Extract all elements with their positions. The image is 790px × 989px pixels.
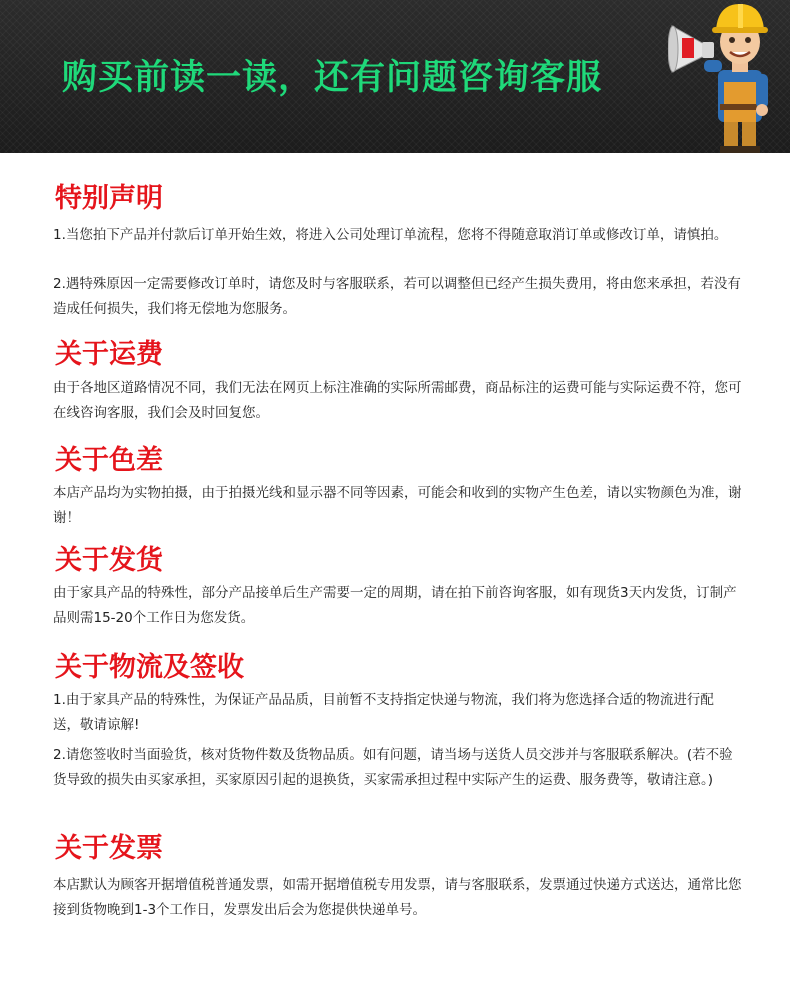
banner-title: 购买前读一读，还有问题咨询客服 <box>62 58 603 98</box>
section-paragraph: 由于家具产品的特殊性，部分产品接单后生产需要一定的周期，请在拍下前咨询客服，如有现货3天内发货，订制产品则需15-20个工作日为您发货。 <box>53 585 737 626</box>
section-paragraph: 2.请您签收时当面验货，核对货物件数及货物品质。如有问题，请当场与送货人员交涉并与客服联系解决。(若不验货导致的损失由买家承担，买家原因引起的退换货，买家需承担过程中实际产生的运费、服务费等，敬请注意。) <box>53 747 733 788</box>
section-paragraph: 本店默认为顾客开据增值税普通发票，如需开据增值税专用发票，请与客服联系，发票通过快递方式送达，通常比您接到货物晚到1-3个工作日，发票发出后会为您提供快递单号。 <box>53 877 742 918</box>
section-paragraph: 1.当您拍下产品并付款后订单开始生效，将进入公司处理订单流程，您将不得随意取消订单或修改订单，请慎拍。 <box>53 227 728 243</box>
section-paragraph: 由于各地区道路情况不同，我们无法在网页上标注准确的实际所需邮费，商品标注的运费可能与实际运费不符，您可在线咨询客服，我们会及时回复您。 <box>53 380 742 421</box>
section-heading: 关于发票 <box>55 833 163 864</box>
section-heading: 关于色差 <box>55 445 163 476</box>
worker-megaphone-icon <box>668 0 790 153</box>
header-banner <box>0 0 790 153</box>
section-paragraph: 本店产品均为实物拍摄，由于拍摄光线和显示器不同等因素，可能会和收到的实物产生色差，请以实物颜色为准，谢谢！ <box>53 485 742 526</box>
section-paragraph: 2.遇特殊原因一定需要修改订单时，请您及时与客服联系，若可以调整但已经产生损失费用，将由您来承担，若没有造成任何损失，我们将无偿地为您服务。 <box>53 276 741 317</box>
section-heading: 关于发货 <box>55 545 163 576</box>
section-heading: 特别声明 <box>55 183 163 214</box>
section-paragraph: 1.由于家具产品的特殊性，为保证产品品质，目前暂不支持指定快递与物流，我们将为您选择合适的物流进行配 送，敬请谅解! <box>53 692 714 733</box>
section-heading: 关于物流及签收 <box>55 652 244 683</box>
section-heading: 关于运费 <box>55 339 163 370</box>
